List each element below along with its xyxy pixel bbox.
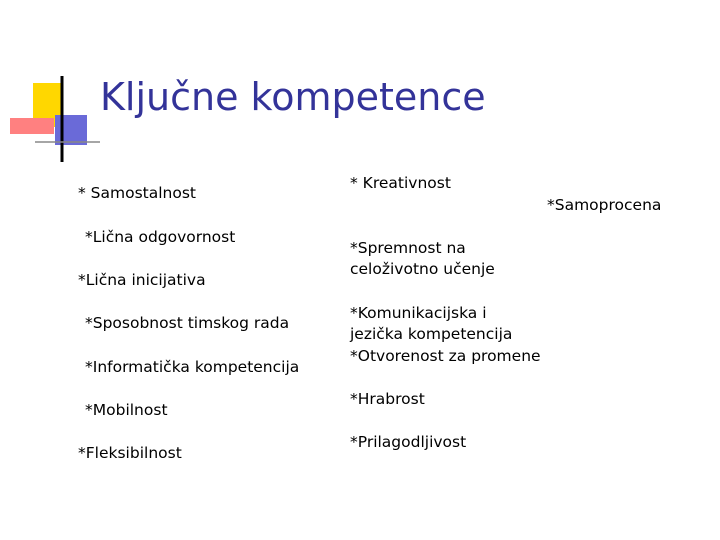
list-item-prilagodljivost: *Prilagodljivost — [350, 433, 467, 451]
list-item-hrabrost: *Hrabrost — [350, 390, 425, 408]
list-item-spremnost-line1: *Spremnost na — [350, 239, 466, 257]
list-item-timski-rad: *Sposobnost timskog rada — [85, 314, 290, 332]
list-item-licna-odgovornost: *Lična odgovornost — [85, 228, 236, 246]
list-item-mobilnost: *Mobilnost — [85, 401, 168, 419]
list-item-fleksibilnost: *Fleksibilnost — [78, 444, 182, 462]
list-item-spremnost-line2: celoživotno učenje — [350, 260, 495, 278]
slide-logo-icon — [0, 70, 100, 170]
list-item-otvorenost: *Otvorenost za promene — [350, 347, 541, 365]
list-item-licna-inicijativa: *Lična inicijativa — [78, 271, 206, 289]
list-item-informaticka-kompetencija: *Informatička kompetencija — [85, 358, 300, 376]
list-item-komunikacijska-line2: jezička kompetencija — [350, 325, 513, 343]
list-item-samoprocena: *Samoprocena — [547, 196, 662, 214]
slide-title: Ključne kompetence — [100, 75, 486, 119]
list-item-komunikacijska-line1: *Komunikacijska i — [350, 304, 487, 322]
list-item-samostalnost: * Samostalnost — [78, 184, 197, 202]
list-item-kreativnost: * Kreativnost — [350, 174, 451, 192]
